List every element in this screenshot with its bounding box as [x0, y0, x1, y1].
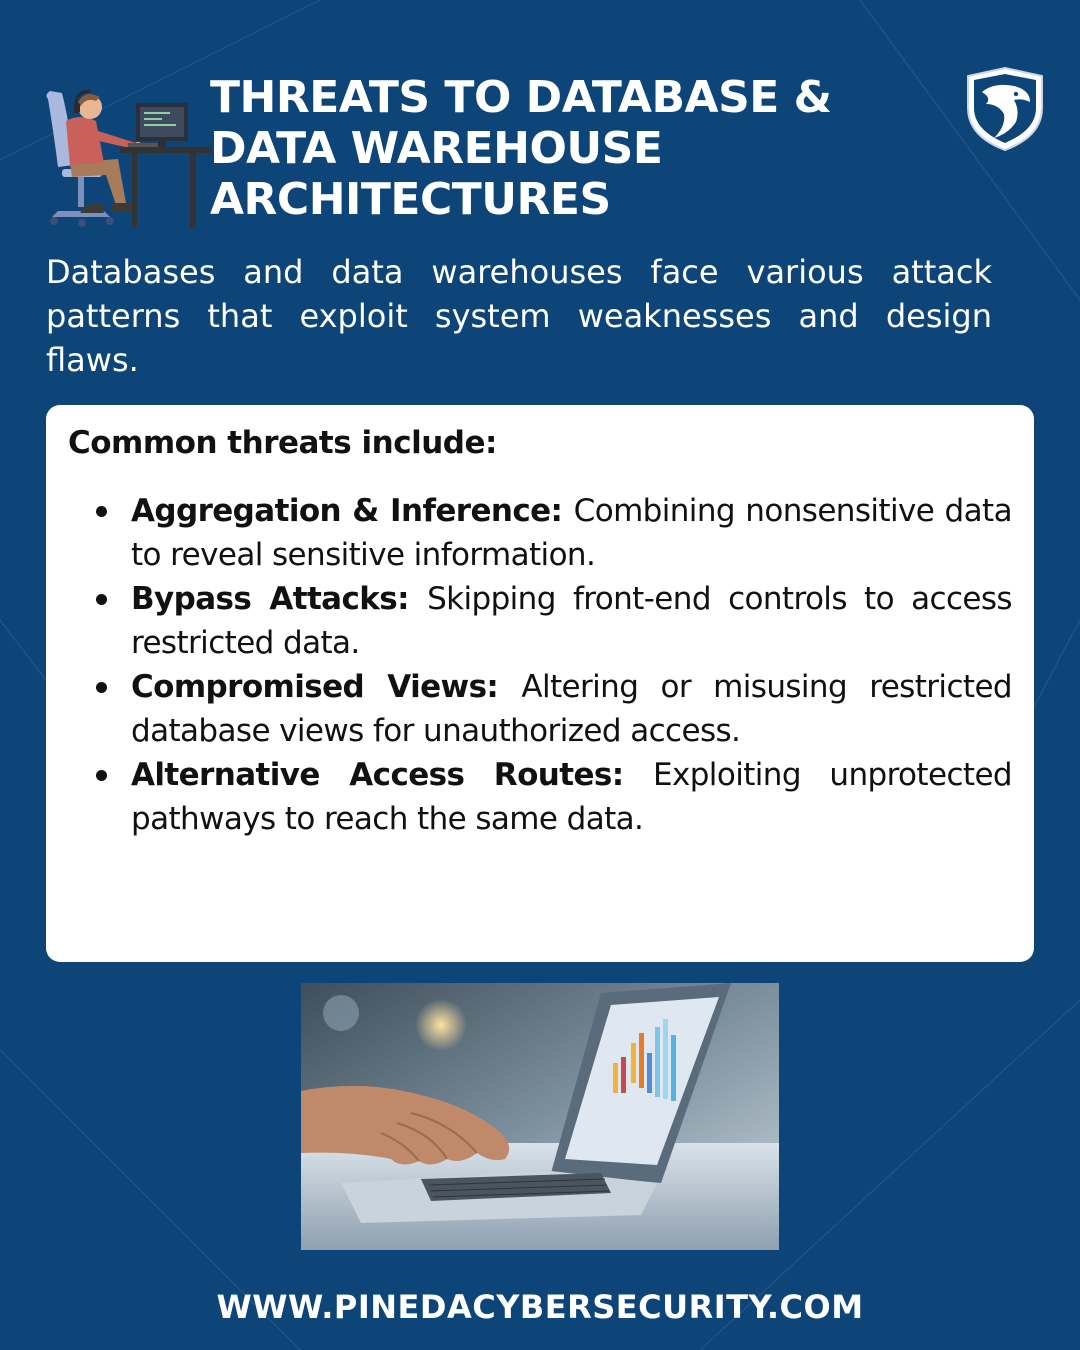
threat-description: Exploiting unprotected pathways to reach the same data.	[131, 757, 1012, 837]
threat-term: Aggregation & Inference:	[131, 493, 574, 529]
threat-term: Bypass Attacks:	[131, 581, 428, 617]
threat-item-compromised-views	[96, 665, 1012, 753]
title-line: ARCHITECTURES	[210, 174, 611, 225]
page-title	[210, 72, 930, 225]
threat-description: Skipping front-end controls to access restricted data.	[131, 581, 1012, 661]
threat-description: Combining nonsensitive data to reveal sensitive information.	[131, 493, 1012, 573]
threat-description: Altering or misusing restricted database views for unauthorized access.	[131, 669, 1012, 749]
card-heading: Common threats include:	[68, 425, 497, 461]
eagle-shield-logo	[964, 64, 1046, 154]
threat-list	[96, 489, 1012, 841]
title-line: DATA WAREHOUSE	[210, 123, 663, 174]
person-at-computer-illustration	[40, 85, 215, 235]
hands-typing-laptop-photo	[301, 983, 779, 1250]
threat-item-aggregation-inference	[96, 489, 1012, 577]
intro-paragraph: Databases and data warehouses face various attack patterns that exploit system weaknesses and design flaws.	[46, 253, 992, 379]
title-line: THREATS TO DATABASE &	[210, 72, 832, 123]
bullet-icon	[96, 682, 107, 693]
bullet-icon	[96, 594, 107, 605]
bullet-icon	[96, 506, 107, 517]
threat-item-alternative-access-routes	[96, 753, 1012, 841]
threat-term: Alternative Access Routes:	[131, 757, 653, 793]
website-url: WWW.PINEDACYBERSECURITY.COM	[216, 1288, 864, 1326]
threats-card	[46, 405, 1034, 962]
bullet-icon	[96, 770, 107, 781]
threat-item-bypass-attacks	[96, 577, 1012, 665]
threat-term: Compromised Views:	[131, 669, 522, 705]
